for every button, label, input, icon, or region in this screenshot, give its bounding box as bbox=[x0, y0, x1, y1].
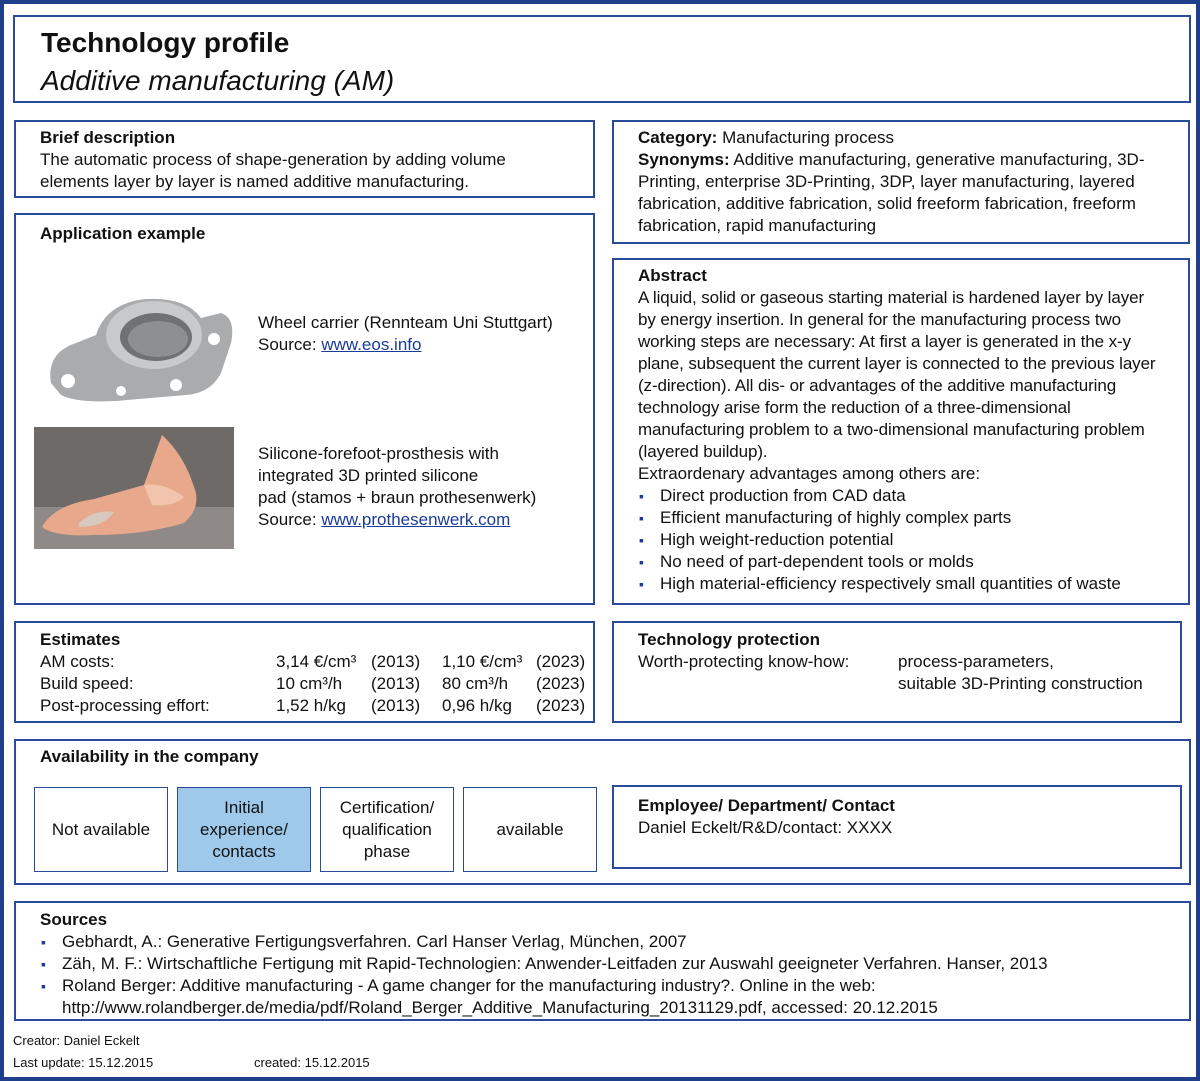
estimate-label: Build speed: bbox=[40, 674, 134, 693]
title-box bbox=[13, 15, 1191, 103]
availability-heading: Availability in the company bbox=[40, 747, 259, 766]
example1-text bbox=[258, 312, 553, 356]
sources-box bbox=[14, 901, 1191, 1021]
brief-heading: Brief description bbox=[40, 128, 176, 147]
estimate-value-2023: 1,10 €/cm³ bbox=[442, 652, 523, 671]
list-item: ▪ Gebhardt, A.: Generative Fertigungsverfahren. Carl Hanser Verlag, München, 2007 bbox=[41, 932, 687, 951]
application-example-box bbox=[14, 213, 595, 605]
example2-source bbox=[258, 509, 536, 531]
example2-text bbox=[258, 443, 536, 531]
example1-source bbox=[258, 334, 553, 356]
list-item: ▪ High material-efficiency respectively small quantities of waste bbox=[639, 574, 1121, 593]
availability-option-initial-experience[interactable]: Initial experience/ contacts bbox=[177, 787, 311, 872]
list-item: ▪ Zäh, M. F.: Wirtschaftliche Fertigung mit Rapid-Technologien: Anwender-Leitfaden zur Auswahl geeigneter Verfahren. Hanser, 2013 bbox=[41, 954, 1048, 973]
bullet-icon: ▪ bbox=[639, 532, 644, 548]
protection-row bbox=[638, 651, 1156, 673]
availability-option-available[interactable]: available bbox=[463, 787, 597, 872]
synonyms-label: Synonyms: bbox=[638, 150, 730, 169]
example1-caption: Wheel carrier (Rennteam Uni Stuttgart) bbox=[258, 313, 553, 332]
category-value: Manufacturing process bbox=[717, 128, 895, 147]
protection-value-2: suitable 3D-Printing construction bbox=[898, 674, 1143, 693]
contact-heading: Employee/ Department/ Contact bbox=[638, 796, 895, 815]
synonyms-line bbox=[638, 149, 1164, 237]
sources-list bbox=[40, 931, 1165, 1019]
abstract-box bbox=[612, 258, 1190, 605]
bullet-icon: ▪ bbox=[41, 956, 46, 972]
availability-option-not-available[interactable]: Not available bbox=[34, 787, 168, 872]
list-item: ▪ Roland Berger: Additive manufacturing - A game changer for the manufacturing industry?. Online in the web: http://www.rolandberger.de/media/pdf/Roland_Berger_Additive_Manufacturing_20131129.pdf, accessed: 20.12.2015 bbox=[41, 976, 938, 1017]
contact-box bbox=[612, 785, 1182, 869]
protection-value-1: process-parameters, bbox=[898, 652, 1054, 671]
estimate-label: Post-processing effort: bbox=[40, 696, 210, 715]
bullet-icon: ▪ bbox=[41, 934, 46, 950]
synonyms-value: Additive manufacturing, generative manufacturing, 3D-Printing, enterprise 3D-Printing, 3DP, layer manufacturing, layered fabrication, additive fabrication, solid freeform fabrication, freeform fabrication, rapid manufacturing bbox=[638, 150, 1145, 235]
estimate-year-2013: (2013) bbox=[371, 696, 421, 715]
example2-caption-1: Silicone-forefoot-prosthesis with bbox=[258, 444, 499, 463]
estimate-value-2023: 80 cm³/h bbox=[442, 674, 509, 693]
brief-text: The automatic process of shape-generation by adding volume elements layer by layer is named additive manufacturing. bbox=[40, 150, 506, 191]
bullet-icon: ▪ bbox=[41, 978, 46, 994]
estimates-box bbox=[14, 621, 595, 723]
technology-protection-box bbox=[612, 621, 1182, 723]
list-item: ▪ Efficient manufacturing of highly complex parts bbox=[639, 508, 1012, 527]
protection-row bbox=[638, 673, 1156, 695]
category-label: Category: bbox=[638, 128, 718, 147]
estimate-row bbox=[40, 651, 586, 673]
estimates-heading: Estimates bbox=[40, 630, 121, 649]
bullet-icon: ▪ bbox=[639, 576, 644, 592]
protection-heading: Technology protection bbox=[638, 630, 820, 649]
sources-heading: Sources bbox=[40, 910, 108, 929]
list-item: ▪ High weight-reduction potential bbox=[639, 530, 894, 549]
example2-caption-2: integrated 3D printed silicone bbox=[258, 466, 479, 485]
example1-source-link[interactable]: www.eos.info bbox=[321, 335, 422, 354]
brief-description-box bbox=[14, 120, 595, 198]
estimate-value-2013: 10 cm³/h bbox=[276, 674, 343, 693]
example1-source-label: Source: bbox=[258, 335, 322, 354]
estimate-label: AM costs: bbox=[40, 652, 115, 671]
estimate-year-2023: (2023) bbox=[536, 674, 586, 693]
abstract-heading: Abstract bbox=[638, 266, 707, 285]
estimate-value-2023: 0,96 h/kg bbox=[442, 696, 512, 715]
example2-caption-3: pad (stamos + braun prothesenwerk) bbox=[258, 488, 537, 507]
category-line bbox=[638, 127, 1164, 149]
bullet-icon: ▪ bbox=[639, 510, 644, 526]
estimate-row bbox=[40, 695, 586, 717]
page-title: Technology profile bbox=[41, 27, 290, 58]
estimate-value-2013: 1,52 h/kg bbox=[276, 696, 346, 715]
abstract-text: A liquid, solid or gaseous starting material is hardened layer by layer by energy insertion. In general for the manufacturing process two working steps are necessary: At first a layer is generated in the x-y plane, subsequent the current layer is connected to the previous layer (z-direction). All dis- or advantages of the additive manufacturing technology arise form the reduction of a three-dimensional manufacturing problem to a two-dimensional manufacturing problem (layered buildup). bbox=[638, 288, 1156, 461]
example2-source-label: Source: bbox=[258, 510, 322, 529]
application-heading: Application example bbox=[40, 224, 206, 243]
creator-text: Creator: Daniel Eckelt bbox=[13, 1033, 140, 1048]
advantages-list bbox=[638, 485, 1164, 595]
availability-option-certification[interactable]: Certification/ qualification phase bbox=[320, 787, 454, 872]
page-subtitle: Additive manufacturing (AM) bbox=[41, 65, 395, 96]
category-box bbox=[612, 120, 1190, 244]
prosthesis-image bbox=[34, 427, 234, 549]
list-item: ▪ No need of part-dependent tools or molds bbox=[639, 552, 974, 571]
estimate-row bbox=[40, 673, 586, 695]
bullet-icon: ▪ bbox=[639, 554, 644, 570]
last-update-text: Last update: 15.12.2015 bbox=[13, 1055, 154, 1070]
estimate-year-2013: (2013) bbox=[371, 652, 421, 671]
bullet-icon: ▪ bbox=[639, 488, 644, 504]
list-item: ▪ Direct production from CAD data bbox=[639, 486, 906, 505]
contact-text: Daniel Eckelt/R&D/contact: XXXX bbox=[638, 818, 893, 837]
estimate-year-2013: (2013) bbox=[371, 674, 421, 693]
advantages-intro: Extraordenary advantages among others are: bbox=[638, 464, 981, 483]
estimate-year-2023: (2023) bbox=[536, 696, 586, 715]
example2-source-link[interactable]: www.prothesenwerk.com bbox=[321, 510, 511, 529]
wheel-carrier-image bbox=[36, 273, 246, 413]
created-text: created: 15.12.2015 bbox=[254, 1055, 370, 1070]
protection-label: Worth-protecting know-how: bbox=[638, 652, 850, 671]
estimate-year-2023: (2023) bbox=[536, 652, 586, 671]
estimate-value-2013: 3,14 €/cm³ bbox=[276, 652, 357, 671]
